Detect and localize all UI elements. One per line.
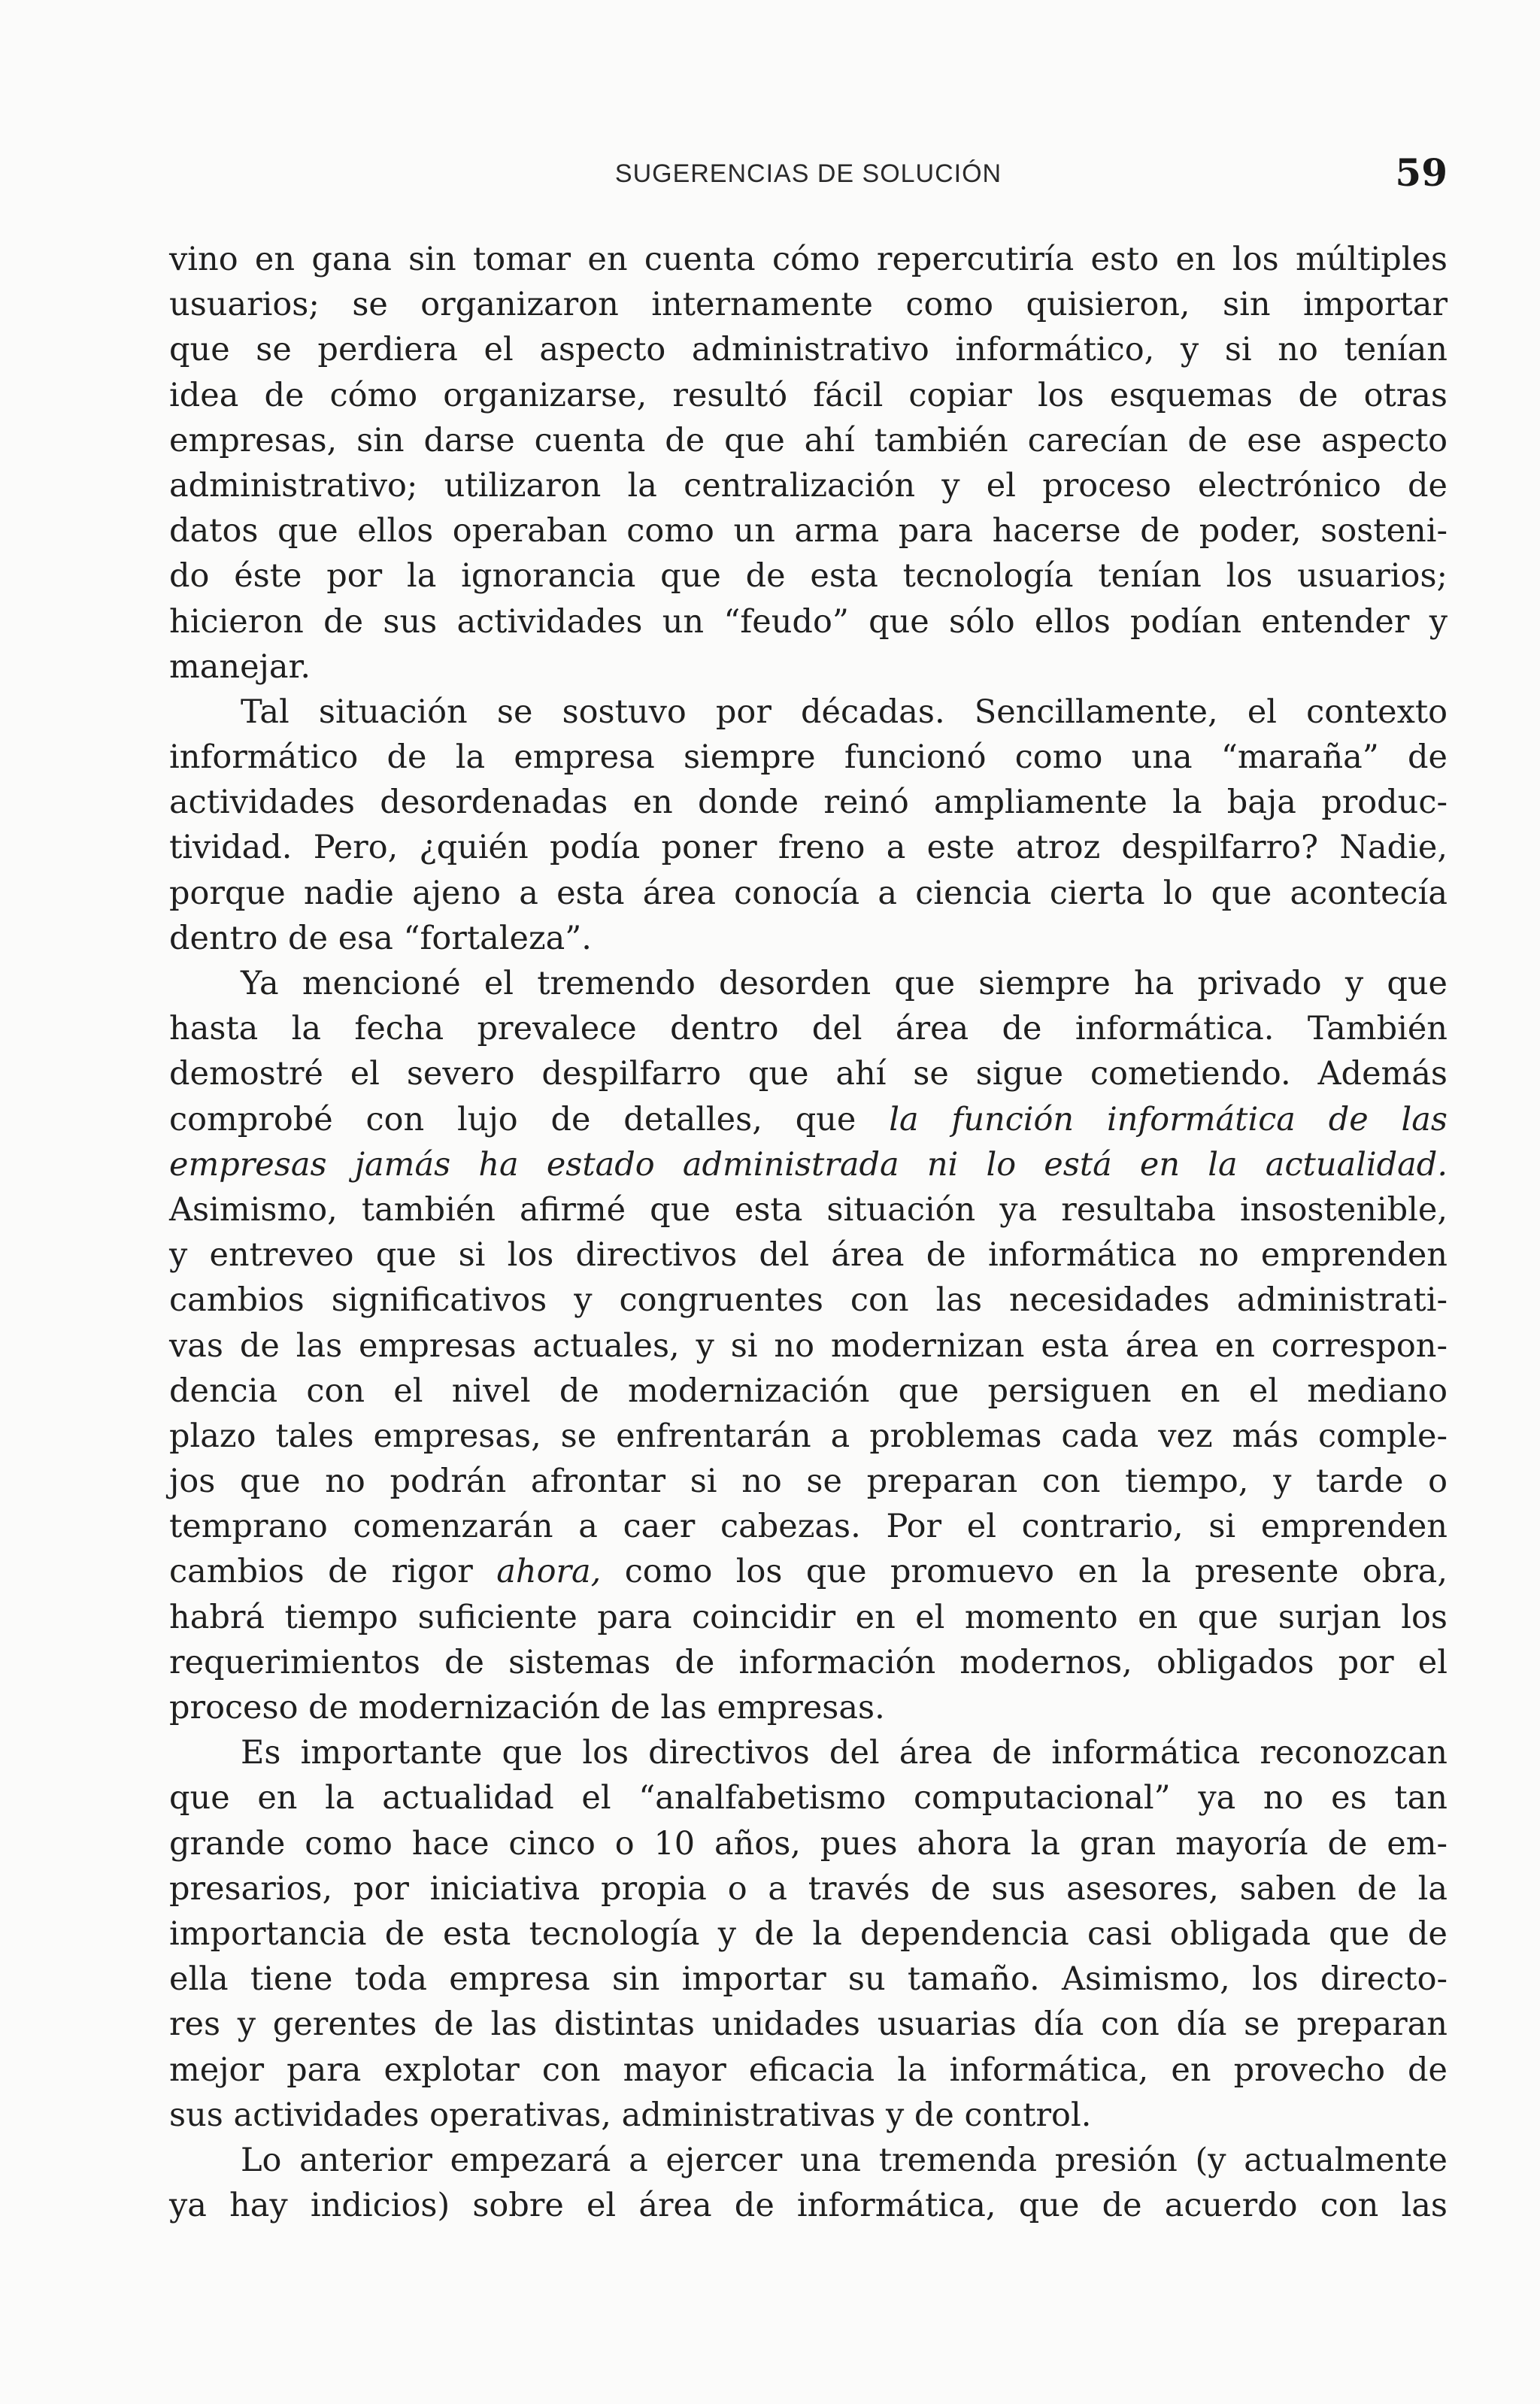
text-line: cambios significativos y congruentes con las necesidades administrati- — [169, 1281, 1448, 1320]
text-line: Lo anterior empezará a ejercer una tremenda presión (y actualmente — [241, 2141, 1448, 2179]
text-line: importancia de esta tecnología y de la dependencia casi obligada que de — [169, 1914, 1448, 1953]
emphasis-text: ahora, — [496, 1553, 602, 1591]
text-line: porque nadie ajeno a esta área conocía a ciencia cierta lo que acontecía — [169, 874, 1448, 912]
text-line: temprano comenzarán a caer cabezas. Por el contrario, si emprenden — [169, 1508, 1448, 1546]
text-line: Tal situación se sostuvo por décadas. Sencillamente, el contexto — [241, 693, 1448, 731]
paragraph — [169, 690, 1448, 961]
text-line: administrativo; utilizaron la centralización y el proceso electrónico de — [169, 466, 1448, 505]
text-segment: como los que promuevo en la presente obra, — [601, 1553, 1448, 1591]
emphasis-line: empresas jamás ha estado administrada ni lo está en la actualidad. — [169, 1145, 1448, 1184]
paragraph — [169, 237, 1448, 690]
text-line: usuarios; se organizaron internamente como quisieron, sin importar — [169, 286, 1448, 324]
running-header — [169, 150, 1448, 203]
text-line: manejar. — [169, 647, 311, 686]
text-line: demostré el severo despilfarro que ahí se sigue cometiendo. Además — [169, 1055, 1448, 1093]
text-line: habrá tiempo suficiente para coincidir en el momento en que surjan los — [169, 1598, 1448, 1636]
text-line: Es importante que los directivos del área de informática reconozcan — [241, 1734, 1448, 1772]
text-line: idea de cómo organizarse, resultó fácil copiar los esquemas de otras — [169, 376, 1448, 414]
text-line: do éste por la ignorancia que de esta tecnología tenían los usuarios; — [169, 557, 1448, 596]
text-line: dencia con el nivel de modernización que persiguen en el mediano — [169, 1372, 1448, 1410]
text-line: actividades desordenadas en donde reinó ampliamente la baja produc- — [169, 784, 1448, 822]
text-segment: comprobé con lujo de detalles, que — [169, 1100, 890, 1138]
text-line: dentro de esa “fortaleza”. — [169, 919, 592, 957]
text-line: plazo tales empresas, se enfrentarán a problemas cada vez más comple- — [169, 1417, 1448, 1455]
text-line: jos que no podrán afrontar si no se preparan con tiempo, y tarde o — [169, 1463, 1448, 1501]
text-line: Asimismo, también afirmé que esta situación ya resultaba insostenible, — [169, 1190, 1448, 1229]
text-line: datos que ellos operaban como un arma para hacerse de poder, sosteni- — [169, 512, 1448, 550]
text-line: y entreveo que si los directivos del área de informática no emprenden — [169, 1236, 1448, 1275]
text-line: vino en gana sin tomar en cuenta cómo repercutiría esto en los múltiples — [169, 241, 1448, 278]
text-line: proceso de modernización de las empresas. — [169, 1689, 885, 1726]
text-line: ya hay indicios) sobre el área de informática, que de acuerdo con las — [169, 2187, 1448, 2225]
paragraph — [169, 1730, 1448, 2138]
text-line: mejor para explotar con mayor eficacia la informática, en provecho de — [169, 2051, 1448, 2089]
text-line: res y gerentes de las distintas unidades usuarias día con día se preparan — [169, 2005, 1448, 2044]
text-line: hicieron de sus actividades un “feudo” que sólo ellos podían entender y — [169, 602, 1448, 641]
text-line: empresas, sin darse cuenta de que ahí también carecían de ese aspecto — [169, 421, 1448, 459]
text-line: que se perdiera el aspecto administrativo informático, y si no tenían — [169, 331, 1448, 369]
text-line: Ya mencioné el tremendo desorden que siempre ha privado y que — [241, 965, 1448, 1002]
text-line: que en la actualidad el “analfabetismo computacional” ya no es tan — [169, 1779, 1448, 1817]
text-line: tividad. Pero, ¿quién podía poner freno a este atroz despilfarro? Nadie, — [169, 829, 1448, 867]
paragraph — [169, 2138, 1448, 2228]
text-line: informático de la empresa siempre funcionó como una “maraña” de — [169, 738, 1448, 777]
page-number: 59 — [1395, 150, 1448, 195]
text-line: grande como hace cinco o 10 años, pues ahora la gran mayoría de em- — [169, 1824, 1448, 1863]
emphasis-text: la función informática de las — [889, 1100, 1448, 1138]
text-line — [169, 1097, 1448, 1142]
paragraph — [169, 961, 1448, 1730]
text-line: vas de las empresas actuales, y si no modernizan esta área en correspon- — [169, 1326, 1448, 1365]
text-line: presarios, por iniciativa propia o a través de sus asesores, saben de la — [169, 1869, 1448, 1908]
body-text — [169, 237, 1448, 2228]
chapter-title: SUGERENCIAS DE SOLUCIÓN — [614, 159, 1002, 188]
text-segment: cambios de rigor — [169, 1553, 497, 1591]
text-line: sus actividades operativas, administrativas y de control. — [169, 2096, 1092, 2134]
text-line: ella tiene toda empresa sin importar su tamaño. Asimismo, los directo- — [169, 1960, 1448, 1999]
text-line — [169, 1549, 1448, 1594]
text-line: hasta la fecha prevalece dentro del área de informática. También — [169, 1010, 1448, 1048]
text-line: requerimientos de sistemas de información modernos, obligados por el — [169, 1643, 1448, 1681]
